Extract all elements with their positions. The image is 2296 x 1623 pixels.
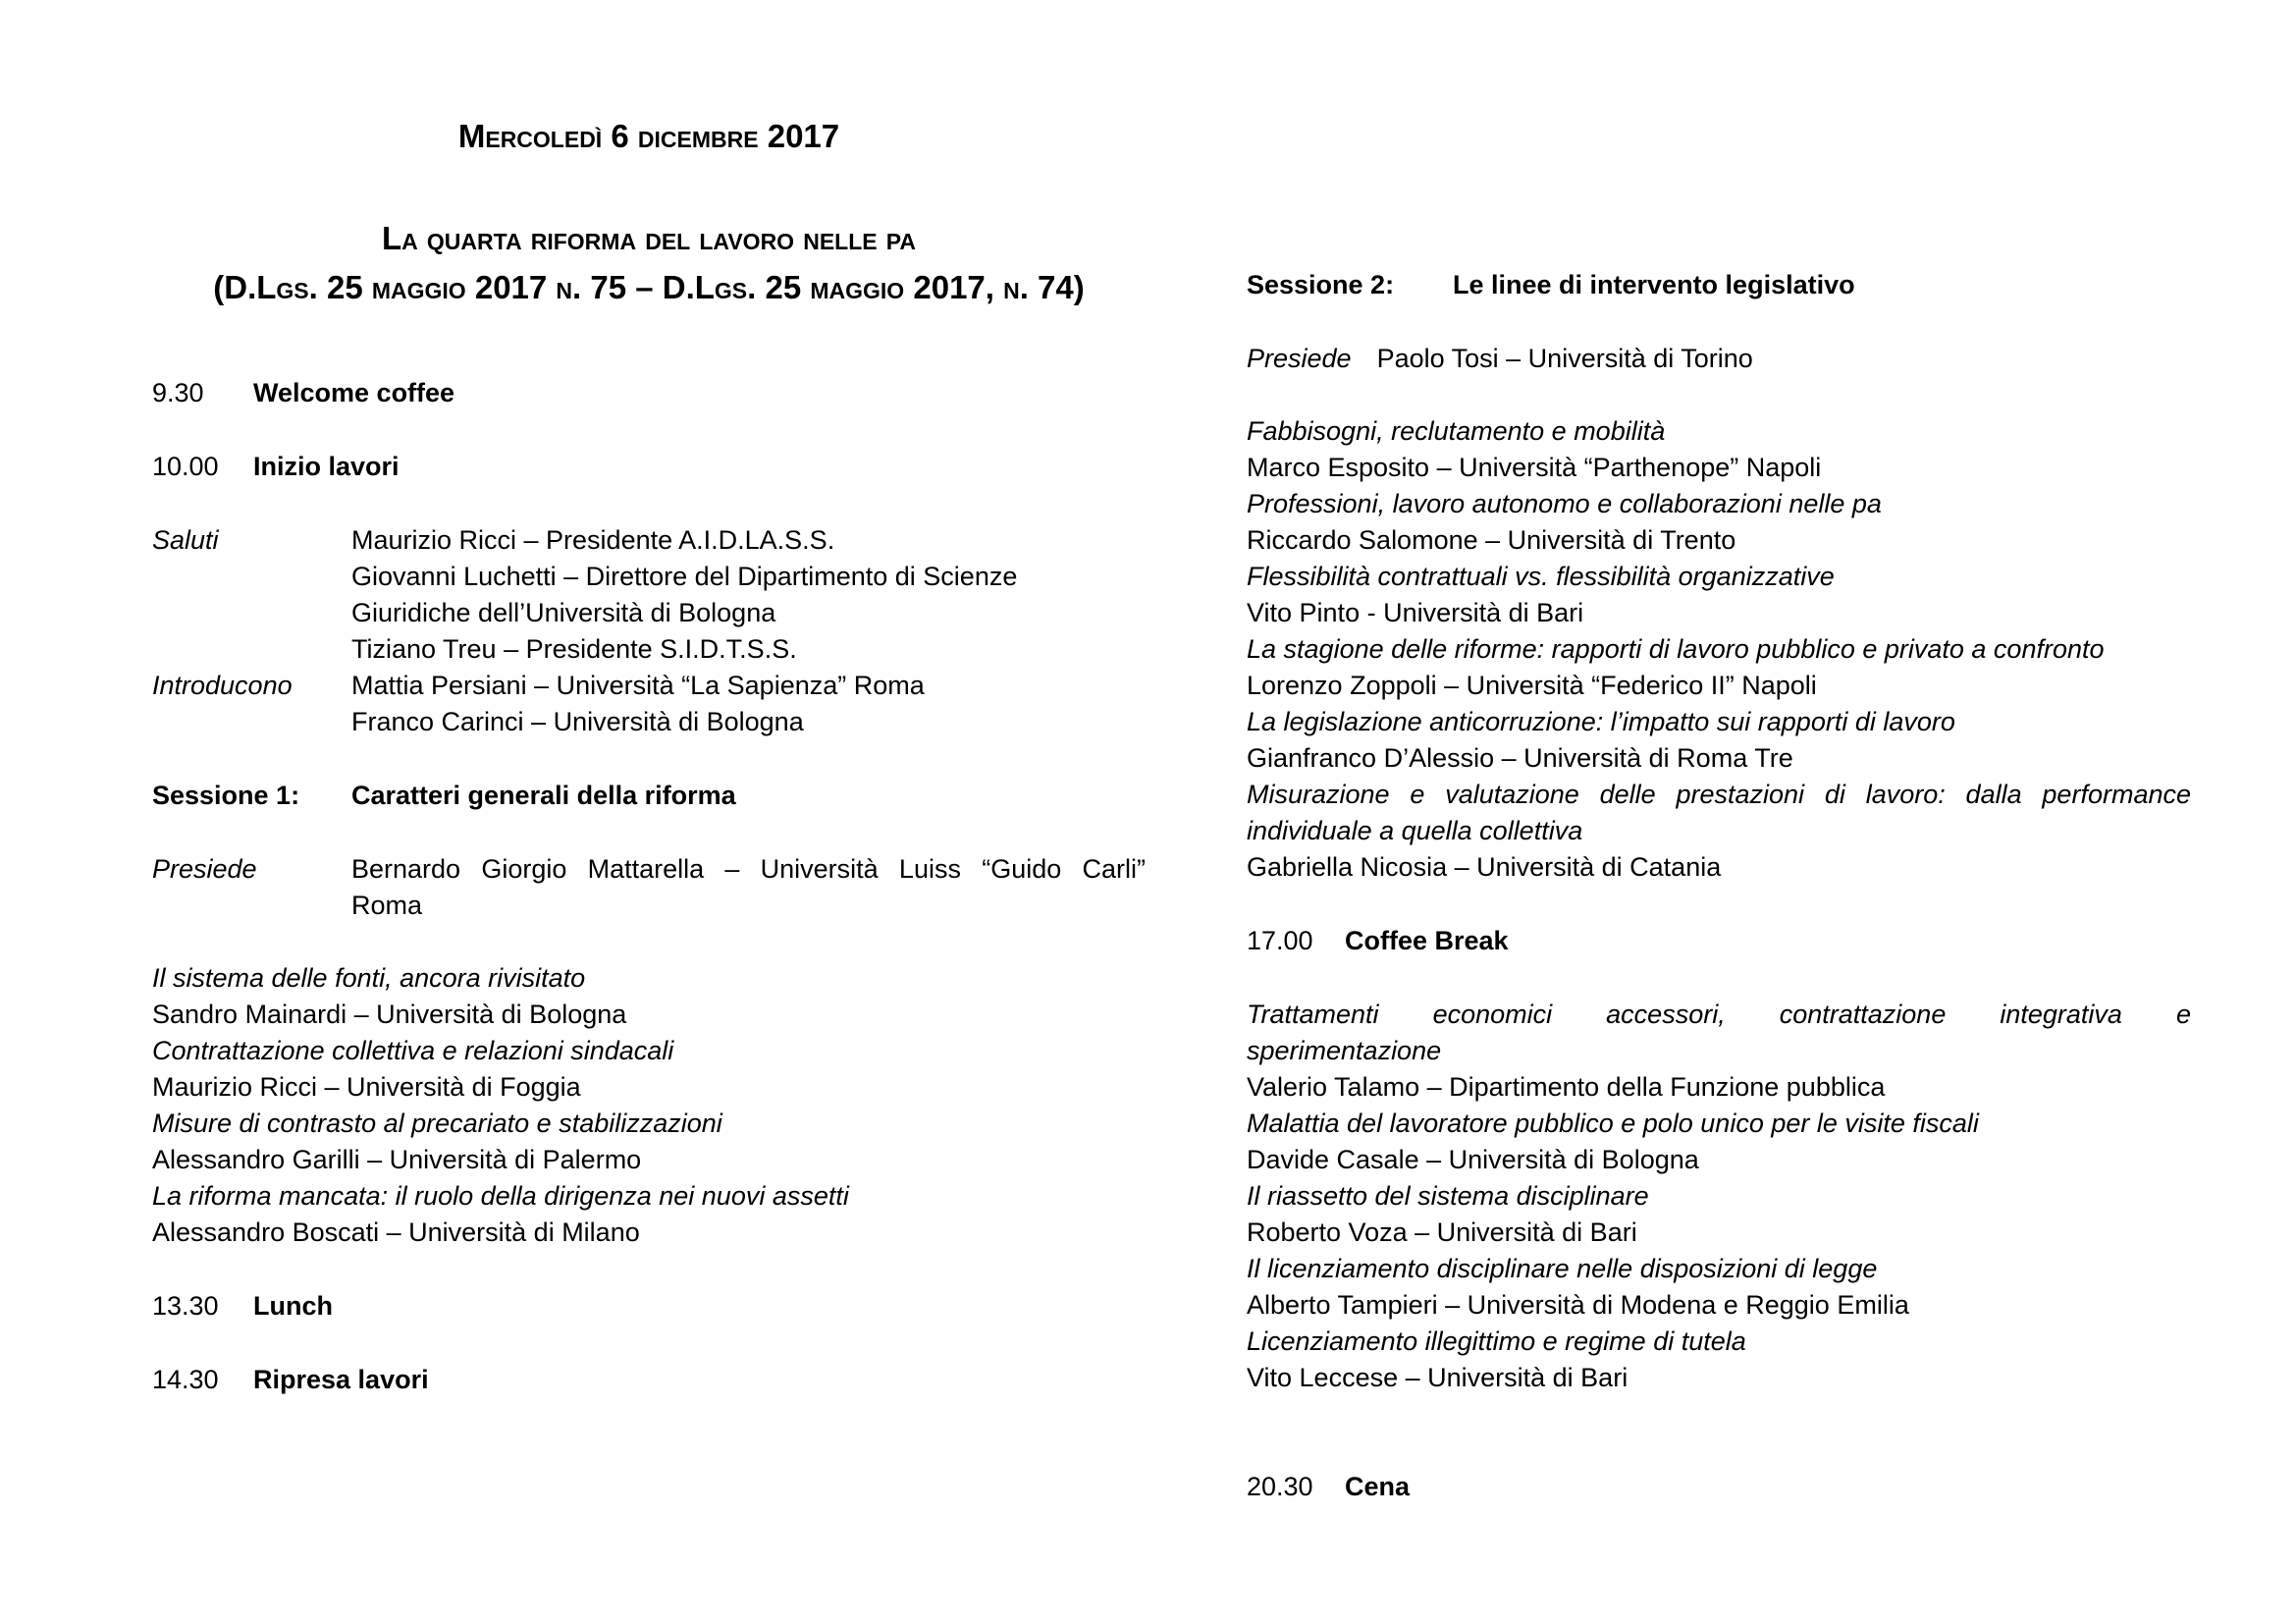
role-label: Saluti — [152, 525, 219, 555]
role-content — [351, 668, 1146, 740]
session-1-talks — [152, 960, 1146, 1251]
talk-title: Misure di contrasto al precariato e stabilizzazioni — [152, 1109, 722, 1138]
session-2-talks — [1247, 413, 2191, 886]
time: 14.30 — [152, 1365, 219, 1394]
talk-speaker: Riccardo Salomone – Università di Trento — [1247, 525, 1736, 555]
talk-title: Trattamenti economici accessori, contrattazione integrativa e — [1247, 1000, 2191, 1029]
talk-title: La riforma mancata: il ruolo della dirigenza nei nuovi assetti — [152, 1181, 849, 1211]
talk-title: individuale a quella collettiva — [1247, 816, 1583, 845]
talk-title: Il riassetto del sistema disciplinare — [1247, 1181, 1649, 1211]
person-line: Giovanni Luchetti – Direttore del Dipartimento di Scienze — [351, 562, 1018, 591]
person-line: Giuridiche dell’Università di Bologna — [351, 598, 776, 627]
schedule-row — [152, 1288, 1146, 1325]
left-column — [152, 0, 1146, 1398]
talk-speaker: Lorenzo Zoppoli – Università “Federico II” Napoli — [1247, 671, 1817, 700]
chair-line: Paolo Tosi – Università di Torino — [1376, 344, 1753, 373]
talk-title: Licenziamento illegittimo e regime di tutela — [1247, 1326, 1746, 1356]
talk-title: Fabbisogni, reclutamento e mobilità — [1247, 416, 1666, 446]
talk-speaker: Alberto Tampieri – Università di Modena e Reggio Emilia — [1247, 1290, 1909, 1320]
talk-speaker: Sandro Mainardi – Università di Bologna — [152, 1000, 627, 1029]
person-line: Tiziano Treu – Presidente S.I.D.T.S.S. — [351, 634, 797, 664]
role-content — [351, 522, 1146, 668]
talk-speaker: Alessandro Boscati – Università di Milano — [152, 1217, 640, 1247]
time: 17.00 — [1247, 926, 1313, 955]
schedule-row — [152, 375, 1146, 411]
chair-line: Bernardo Giorgio Mattarella – Università Luiss “Guido Carli” — [351, 854, 1146, 884]
chair-line: Roma — [351, 891, 423, 920]
talk-title: La stagione delle riforme: rapporti di lavoro pubblico e privato a confronto — [1247, 634, 2105, 664]
person-line: Mattia Persiani – Università “La Sapienza” Roma — [351, 671, 925, 700]
time: 13.30 — [152, 1291, 219, 1321]
talk-title: Misurazione e valutazione delle prestazioni di lavoro: dalla performance — [1247, 780, 2191, 809]
person-line: Franco Carinci – Università di Bologna — [351, 707, 804, 736]
introducono-block — [152, 668, 1146, 740]
date-header: Mercoledì 6 dicembre 2017 — [457, 118, 840, 154]
talk-title: Il sistema delle fonti, ancora rivisitato — [152, 963, 586, 993]
talk-speaker: Vito Leccese – Università di Bari — [1247, 1363, 1629, 1392]
role-content — [351, 851, 1146, 924]
talk-speaker: Marco Esposito – Università “Parthenope” Napoli — [1247, 453, 1822, 482]
session-title: Le linee di intervento legislativo — [1453, 270, 1855, 299]
talk-speaker: Gabriella Nicosia – Università di Catania — [1247, 852, 1722, 882]
talk-title: Contrattazione collettiva e relazioni sindacali — [152, 1036, 674, 1065]
document-title: La quarta riforma del lavoro nelle pa — [381, 220, 917, 256]
talk-title: Flessibilità contrattuali vs. flessibilità organizzative — [1247, 562, 1835, 591]
time: 10.00 — [152, 452, 219, 481]
presiede-block — [152, 851, 1146, 924]
session-1-heading — [152, 778, 1146, 814]
event-label: Welcome coffee — [253, 378, 455, 407]
talk-title: sperimentazione — [1247, 1036, 1442, 1065]
time: 9.30 — [152, 378, 204, 407]
schedule-row — [1247, 923, 2191, 959]
person-line: Maurizio Ricci – Presidente A.I.D.LA.S.S. — [351, 525, 835, 555]
schedule-row — [152, 1362, 1146, 1398]
session-2-talks-continued — [1247, 997, 2191, 1396]
event-label: Cena — [1345, 1472, 1411, 1501]
talk-speaker: Gianfranco D’Alessio – Università di Roma Tre — [1247, 743, 1793, 773]
talk-speaker: Valerio Talamo – Dipartimento della Funzione pubblica — [1247, 1072, 1886, 1102]
presiede-block — [1247, 341, 2191, 377]
session-title: Caratteri generali della riforma — [351, 781, 736, 810]
session-2-heading — [1247, 267, 2191, 303]
talk-speaker: Roberto Voza – Università di Bari — [1247, 1217, 1637, 1247]
saluti-block — [152, 522, 1146, 668]
event-label: Lunch — [253, 1291, 333, 1321]
talk-title: Malattia del lavoratore pubblico e polo unico per le visite fiscali — [1247, 1109, 1979, 1138]
talk-speaker: Davide Casale – Università di Bologna — [1247, 1145, 1699, 1174]
document-subtitle: (D.Lgs. 25 maggio 2017 n. 75 – D.Lgs. 25 maggio 2017, n. 74) — [213, 269, 1085, 305]
talk-speaker: Vito Pinto - Università di Bari — [1247, 598, 1584, 627]
talk-speaker: Alessandro Garilli – Università di Palermo — [152, 1145, 642, 1174]
talk-title: La legislazione anticorruzione: l’impatto sui rapporti di lavoro — [1247, 707, 1955, 736]
session-label: Sessione 1: — [152, 781, 300, 810]
document-title-block — [152, 214, 1146, 312]
talk-title: Il licenziamento disciplinare nelle disposizioni di legge — [1247, 1254, 1878, 1283]
event-label: Coffee Break — [1345, 926, 1509, 955]
right-column — [1247, 0, 2191, 1505]
role-label: Presiede — [1247, 344, 1352, 373]
role-label: Presiede — [152, 854, 257, 884]
time: 20.30 — [1247, 1472, 1313, 1501]
event-label: Inizio lavori — [253, 452, 400, 481]
talk-speaker: Maurizio Ricci – Università di Foggia — [152, 1072, 581, 1102]
talk-title: Professioni, lavoro autonomo e collaborazioni nelle pa — [1247, 489, 1882, 518]
schedule-row — [152, 449, 1146, 485]
session-label: Sessione 2: — [1247, 270, 1395, 299]
event-label: Ripresa lavori — [253, 1365, 429, 1394]
role-label: Introducono — [152, 671, 293, 700]
schedule-row — [1247, 1469, 2191, 1505]
